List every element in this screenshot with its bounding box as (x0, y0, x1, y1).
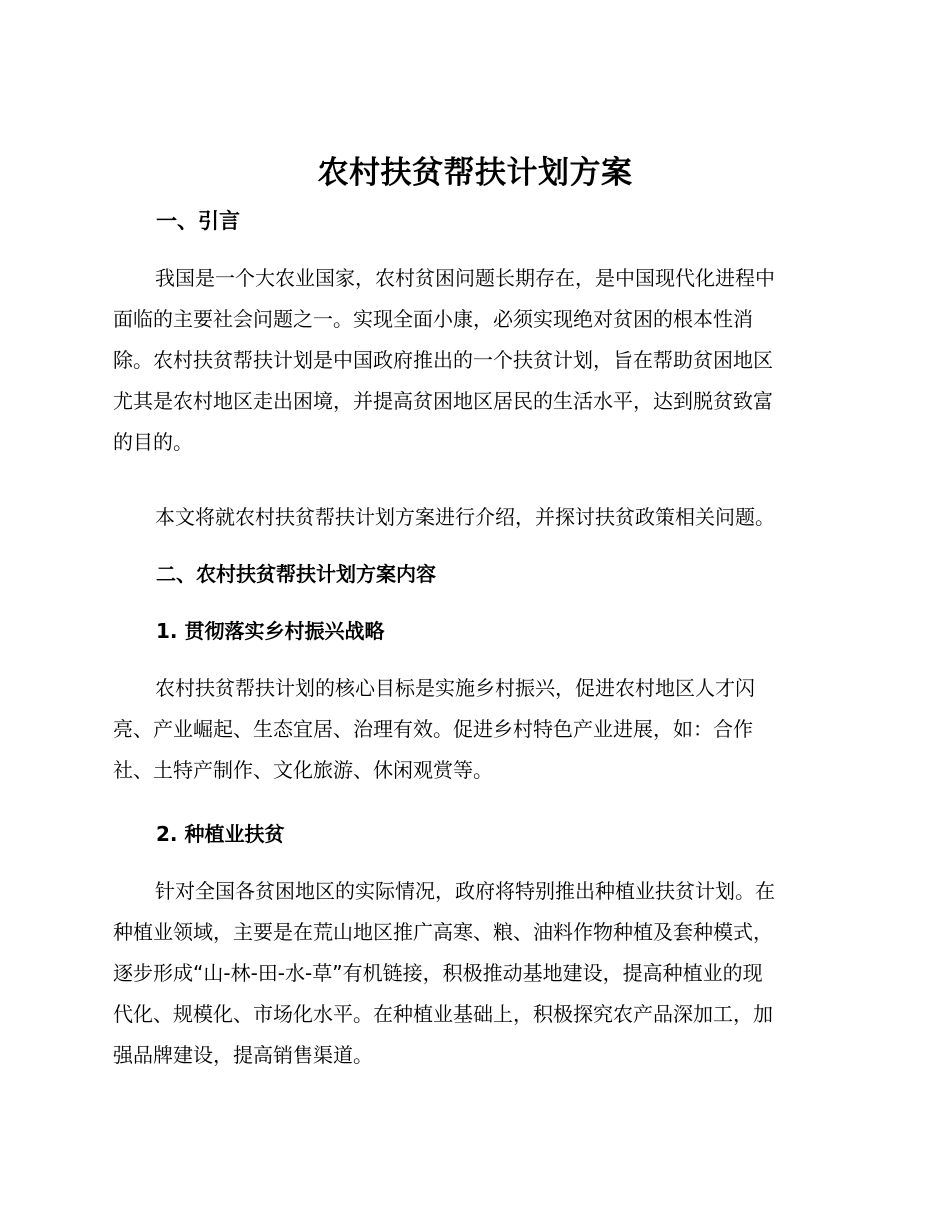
intro-paragraph-1 (113, 258, 835, 463)
paragraph-line: 除。农村扶贫帮扶计划是中国政府推出的一个扶贫计划，旨在帮助贫困地区 (113, 348, 773, 372)
section-heading-content: 二、农村扶贫帮扶计划方案内容 (156, 562, 436, 586)
subsection-heading-planting: 2. 种植业扶贫 (156, 822, 285, 846)
subsection-heading-rural-revitalization: 1. 贯彻落实乡村振兴战略 (156, 619, 385, 643)
paragraph-line: 逐步形成“山-林-田-水-草”有机链接，积极推动基地建设，提高种植业的现 (113, 961, 763, 985)
paragraph-line: 亮、产业崛起、生态宜居、治理有效。促进乡村特色产业进展，如：合作 (113, 717, 753, 741)
paragraph-line: 尤其是农村地区走出困境，并提高贫困地区居民的生活水平，达到脱贫致富 (113, 389, 773, 413)
paragraph-line: 种植业领域，主要是在荒山地区推广高寒、粮、油料作物种植及套种模式， (113, 920, 773, 944)
section-heading-intro: 一、引言 (156, 209, 240, 233)
paragraph-line: 针对全国各贫困地区的实际情况，政府将特别推出种植业扶贫计划。在 (155, 879, 775, 903)
paragraph-line: 强品牌建设，提高销售渠道。 (113, 1043, 373, 1067)
page-title: 农村扶贫帮扶计划方案 (317, 155, 633, 191)
paragraph-line: 代化、规模化、市场化水平。在种植业基础上，积极探究农产品深加工，加 (113, 1002, 773, 1026)
paragraph-line: 面临的主要社会问题之一。实现全面小康，必须实现绝对贫困的根本性消 (113, 307, 753, 331)
planting-paragraph (113, 871, 835, 1076)
rural-revitalization-paragraph (113, 668, 835, 791)
paragraph-line: 农村扶贫帮扶计划的核心目标是实施乡村振兴，促进农村地区人才闪 (155, 676, 755, 700)
paragraph-line: 我国是一个大农业国家，农村贫困问题长期存在，是中国现代化进程中 (155, 266, 775, 290)
paragraph-line: 本文将就农村扶贫帮扶计划方案进行介绍，并探讨扶贫政策相关问题。 (155, 505, 775, 529)
paragraph-line: 的目的。 (113, 430, 193, 454)
intro-paragraph-2 (113, 497, 835, 538)
paragraph-line: 社、土特产制作、文化旅游、休闲观赏等。 (113, 758, 493, 782)
